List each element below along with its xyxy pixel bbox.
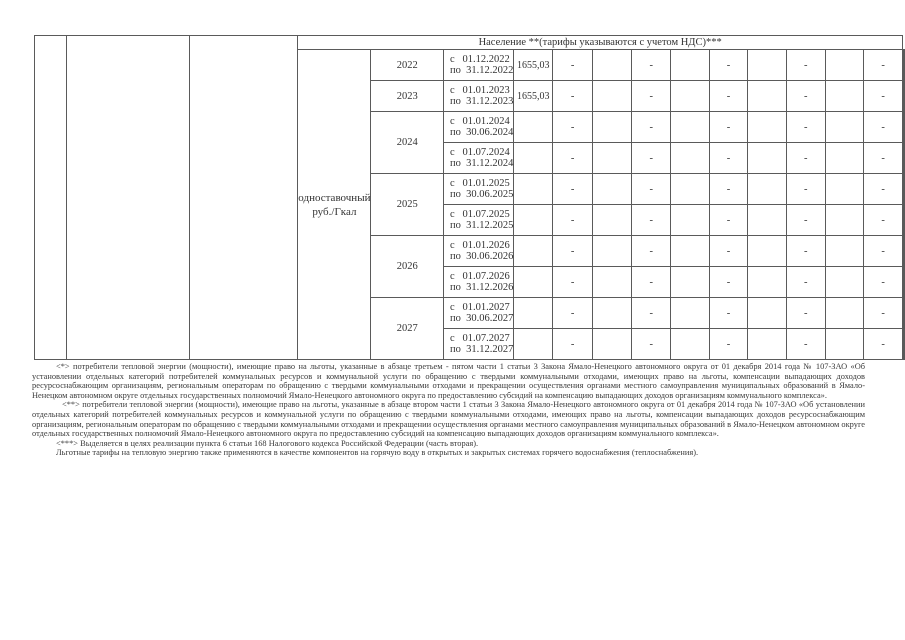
value-cell: - [553, 81, 593, 112]
blank-col-2 [66, 36, 190, 360]
period-from-prefix: с [449, 178, 455, 189]
value-cell: - [709, 112, 748, 143]
period-cell [443, 205, 513, 236]
value-cell [671, 174, 710, 205]
blank-col-3 [190, 36, 298, 360]
value-cell [748, 174, 787, 205]
value-cell [592, 267, 632, 298]
period-to-prefix: по [449, 313, 461, 324]
period-to-line [450, 189, 513, 200]
value-cell: - [864, 143, 903, 174]
table-body [35, 36, 905, 360]
value-cell: - [864, 50, 903, 81]
value-cell [592, 143, 632, 174]
value-cell [748, 236, 787, 267]
value-cell: - [709, 298, 748, 329]
value-cell [825, 112, 864, 143]
period-to-date: 30.06.2027 [466, 313, 514, 324]
period-to-line [450, 158, 513, 169]
price-cell [514, 205, 553, 236]
value-cell [671, 112, 710, 143]
period-cell [443, 329, 513, 360]
value-cell: - [553, 174, 593, 205]
value-cell [592, 112, 632, 143]
value-cell: - [786, 112, 825, 143]
period-from-prefix: с [449, 240, 455, 251]
unit-label: одноставочный руб./Гкал [298, 50, 371, 360]
value-cell: - [709, 236, 748, 267]
period-to-prefix: по [449, 65, 461, 76]
value-cell [904, 50, 905, 81]
year-cell: 2027 [371, 298, 443, 360]
value-cell [825, 267, 864, 298]
period-from-date: 01.07.2027 [462, 333, 510, 344]
price-cell: 1655,03 [514, 50, 553, 81]
period-from-line [450, 116, 513, 127]
period-to-date: 30.06.2025 [466, 189, 514, 200]
value-cell: - [709, 143, 748, 174]
value-cell [671, 267, 710, 298]
value-cell [592, 205, 632, 236]
period-cell [443, 236, 513, 267]
period-from-prefix: с [449, 333, 455, 344]
blank-col-1 [35, 36, 67, 360]
period-to-line [450, 251, 513, 262]
period-to-line [450, 65, 513, 76]
period-from-line [450, 240, 513, 251]
period-to-date: 31.12.2024 [466, 158, 514, 169]
period-from-line [450, 54, 513, 65]
value-cell: - [709, 50, 748, 81]
value-cell: - [786, 298, 825, 329]
value-cell: - [786, 205, 825, 236]
period-from-date: 01.07.2024 [462, 147, 510, 158]
value-cell [904, 329, 905, 360]
period-from-line [450, 85, 513, 96]
period-from-date: 01.01.2024 [462, 116, 510, 127]
value-cell [904, 81, 905, 112]
period-from-prefix: с [449, 147, 455, 158]
period-cell [443, 50, 513, 81]
value-cell [592, 81, 632, 112]
value-cell: - [864, 205, 903, 236]
period-from-line [450, 178, 513, 189]
period-from-date: 01.07.2026 [462, 271, 510, 282]
value-cell [592, 236, 632, 267]
period-from-line [450, 271, 513, 282]
year-cell: 2024 [371, 112, 443, 174]
period-to-line [450, 344, 513, 355]
value-cell: - [709, 81, 748, 112]
value-cell: - [864, 81, 903, 112]
price-cell [514, 174, 553, 205]
value-cell: - [553, 329, 593, 360]
value-cell [904, 236, 905, 267]
period-cell [443, 298, 513, 329]
period-to-prefix: по [449, 127, 461, 138]
value-cell [592, 174, 632, 205]
period-cell [443, 174, 513, 205]
value-cell: - [864, 267, 903, 298]
value-cell [748, 50, 787, 81]
value-cell: - [553, 112, 593, 143]
period-to-prefix: по [449, 158, 461, 169]
value-cell: - [864, 236, 903, 267]
period-to-prefix: по [449, 282, 461, 293]
period-to-line [450, 220, 513, 231]
period-to-line [450, 127, 513, 138]
value-cell [825, 50, 864, 81]
value-cell [671, 236, 710, 267]
period-to-date: 31.12.2026 [466, 282, 514, 293]
period-cell [443, 143, 513, 174]
footnote-4: Льготные тарифы на тепловую энергию также применяются в качестве компонентов на горячую воду в открытых и закрытых системах горячего водоснабжения (теплоснабжения). [56, 448, 699, 458]
banner-row [35, 36, 905, 50]
value-cell: - [553, 298, 593, 329]
period-to-line [450, 96, 513, 107]
price-cell [514, 143, 553, 174]
value-cell [825, 174, 864, 205]
value-cell [748, 143, 787, 174]
value-cell: - [632, 205, 671, 236]
value-cell: - [709, 329, 748, 360]
footnotes [32, 362, 865, 458]
value-cell [592, 50, 632, 81]
value-cell [671, 329, 710, 360]
value-cell [825, 298, 864, 329]
value-cell [748, 205, 787, 236]
value-cell: - [709, 174, 748, 205]
value-cell [904, 205, 905, 236]
year-cell: 2022 [371, 50, 443, 81]
value-cell [825, 143, 864, 174]
period-from-date: 01.01.2027 [462, 302, 510, 313]
period-cell [443, 81, 513, 112]
value-cell: - [632, 329, 671, 360]
value-cell: - [632, 81, 671, 112]
period-to-prefix: по [449, 96, 461, 107]
value-cell [748, 267, 787, 298]
value-cell: - [553, 267, 593, 298]
period-to-date: 31.12.2027 [466, 344, 514, 355]
value-cell: - [864, 329, 903, 360]
value-cell [592, 298, 632, 329]
period-to-prefix: по [449, 344, 461, 355]
price-cell [514, 298, 553, 329]
value-cell: - [553, 143, 593, 174]
value-cell [748, 112, 787, 143]
footnote-2: <**> потребители тепловой энергии (мощности), имеющие право на льготы, указанные в абзаце втором части 1 статьи 3 Закона Ямало-Ненецкого автономного округа от 01 декабря 2014 года № 107-ЗАО «Об установлении отдельных категорий потребителей коммунальных ресурсов и коммунальной услуги по обращению с твердыми коммунальными отходами, имеющих право на льготы, компенсации выпадающих доходов ресурсоснабжающим организациям, региональным операторам по обращению с твердыми коммунальными отходами и прекращении осуществления органами местного самоуправления муниципальных образований в Ямало-Ненецком автономном округе отдельных государственных полномочий Ямало-Ненецкого автономного округа по предоставлению субсидий на компенсацию выпадающих доходов организациям коммунального комплекса». [32, 400, 865, 439]
value-cell: - [632, 298, 671, 329]
value-cell: - [786, 50, 825, 81]
period-to-date: 30.06.2026 [466, 251, 514, 262]
period-to-date: 31.12.2022 [466, 65, 514, 76]
value-cell [825, 236, 864, 267]
period-to-date: 31.12.2023 [466, 96, 514, 107]
value-cell [825, 81, 864, 112]
population-banner: Население **(тарифы указываются с учетом НДС)*** [298, 36, 903, 50]
period-from-prefix: с [449, 209, 455, 220]
value-cell: - [632, 174, 671, 205]
value-cell: - [786, 329, 825, 360]
period-from-line [450, 302, 513, 313]
value-cell: - [632, 50, 671, 81]
period-from-prefix: с [449, 116, 455, 127]
value-cell: - [786, 143, 825, 174]
value-cell [904, 174, 905, 205]
price-cell [514, 329, 553, 360]
value-cell [904, 267, 905, 298]
period-to-prefix: по [449, 220, 461, 231]
value-cell [671, 81, 710, 112]
value-cell: - [709, 267, 748, 298]
value-cell [671, 298, 710, 329]
value-cell: - [709, 205, 748, 236]
value-cell [904, 298, 905, 329]
value-cell [825, 329, 864, 360]
value-cell: - [632, 112, 671, 143]
value-cell: - [786, 174, 825, 205]
footnote-3: <***> Выделяется в целях реализации пункта 6 статьи 168 Налогового кодекса Российской Федерации (часть вторая). [56, 438, 479, 448]
price-cell [514, 236, 553, 267]
period-from-date: 01.01.2023 [462, 85, 510, 96]
period-from-line [450, 333, 513, 344]
period-from-date: 01.12.2022 [462, 54, 510, 65]
period-cell [443, 112, 513, 143]
period-to-prefix: по [449, 251, 461, 262]
value-cell [671, 143, 710, 174]
value-cell [748, 329, 787, 360]
period-from-prefix: с [449, 54, 455, 65]
value-cell: - [553, 50, 593, 81]
period-from-prefix: с [449, 85, 455, 96]
value-cell: - [786, 236, 825, 267]
value-cell: - [553, 236, 593, 267]
value-cell [904, 112, 905, 143]
value-cell [748, 298, 787, 329]
period-from-line [450, 147, 513, 158]
value-cell [671, 205, 710, 236]
value-cell: - [632, 236, 671, 267]
period-to-prefix: по [449, 189, 461, 200]
period-to-date: 31.12.2025 [466, 220, 514, 231]
value-cell: - [864, 298, 903, 329]
period-to-line [450, 313, 513, 324]
year-cell: 2023 [371, 81, 443, 112]
period-from-date: 01.07.2025 [462, 209, 510, 220]
footnote-1: <*> потребители тепловой энергии (мощности), имеющие право на льготы, указанные в абзаце третьем - пятом части 1 статьи 3 Закона Ямало-Ненецкого автономного округа от 01 декабря 2014 года № 107-ЗАО «Об установлении отдельных категорий потребителей коммунальных ресурсов и коммунальной услуги по обращению с твердыми коммунальными отходами, имеющих право на льготы, компенсации выпадающих доходов ресурсоснабжающим организациям, региональным операторам по обращению с твердыми коммунальными отходами и прекращении осуществления органами местного самоуправления муниципальных образований в Ямало-Ненецком автономном округе отдельных государственных полномочий Ямало-Ненецкого автономного округа по предоставлению субсидий на компенсацию выпадающих доходов организациям коммунального комплекса». [32, 362, 865, 400]
period-from-prefix: с [449, 271, 455, 282]
year-cell: 2026 [371, 236, 443, 298]
period-from-date: 01.01.2025 [462, 178, 510, 189]
period-to-date: 30.06.2024 [466, 127, 514, 138]
value-cell [671, 50, 710, 81]
value-cell: - [864, 112, 903, 143]
year-cell: 2025 [371, 174, 443, 236]
value-cell [592, 329, 632, 360]
price-cell [514, 112, 553, 143]
period-to-line [450, 282, 513, 293]
period-cell [443, 267, 513, 298]
value-cell: - [632, 267, 671, 298]
value-cell: - [553, 205, 593, 236]
price-cell: 1655,03 [514, 81, 553, 112]
period-from-date: 01.01.2026 [462, 240, 510, 251]
period-from-line [450, 209, 513, 220]
value-cell [825, 205, 864, 236]
value-cell: - [786, 267, 825, 298]
value-cell [748, 81, 787, 112]
value-cell: - [632, 143, 671, 174]
price-cell [514, 267, 553, 298]
period-from-prefix: с [449, 302, 455, 313]
value-cell: - [786, 81, 825, 112]
value-cell [904, 143, 905, 174]
value-cell: - [864, 174, 903, 205]
tariff-table [34, 35, 905, 360]
